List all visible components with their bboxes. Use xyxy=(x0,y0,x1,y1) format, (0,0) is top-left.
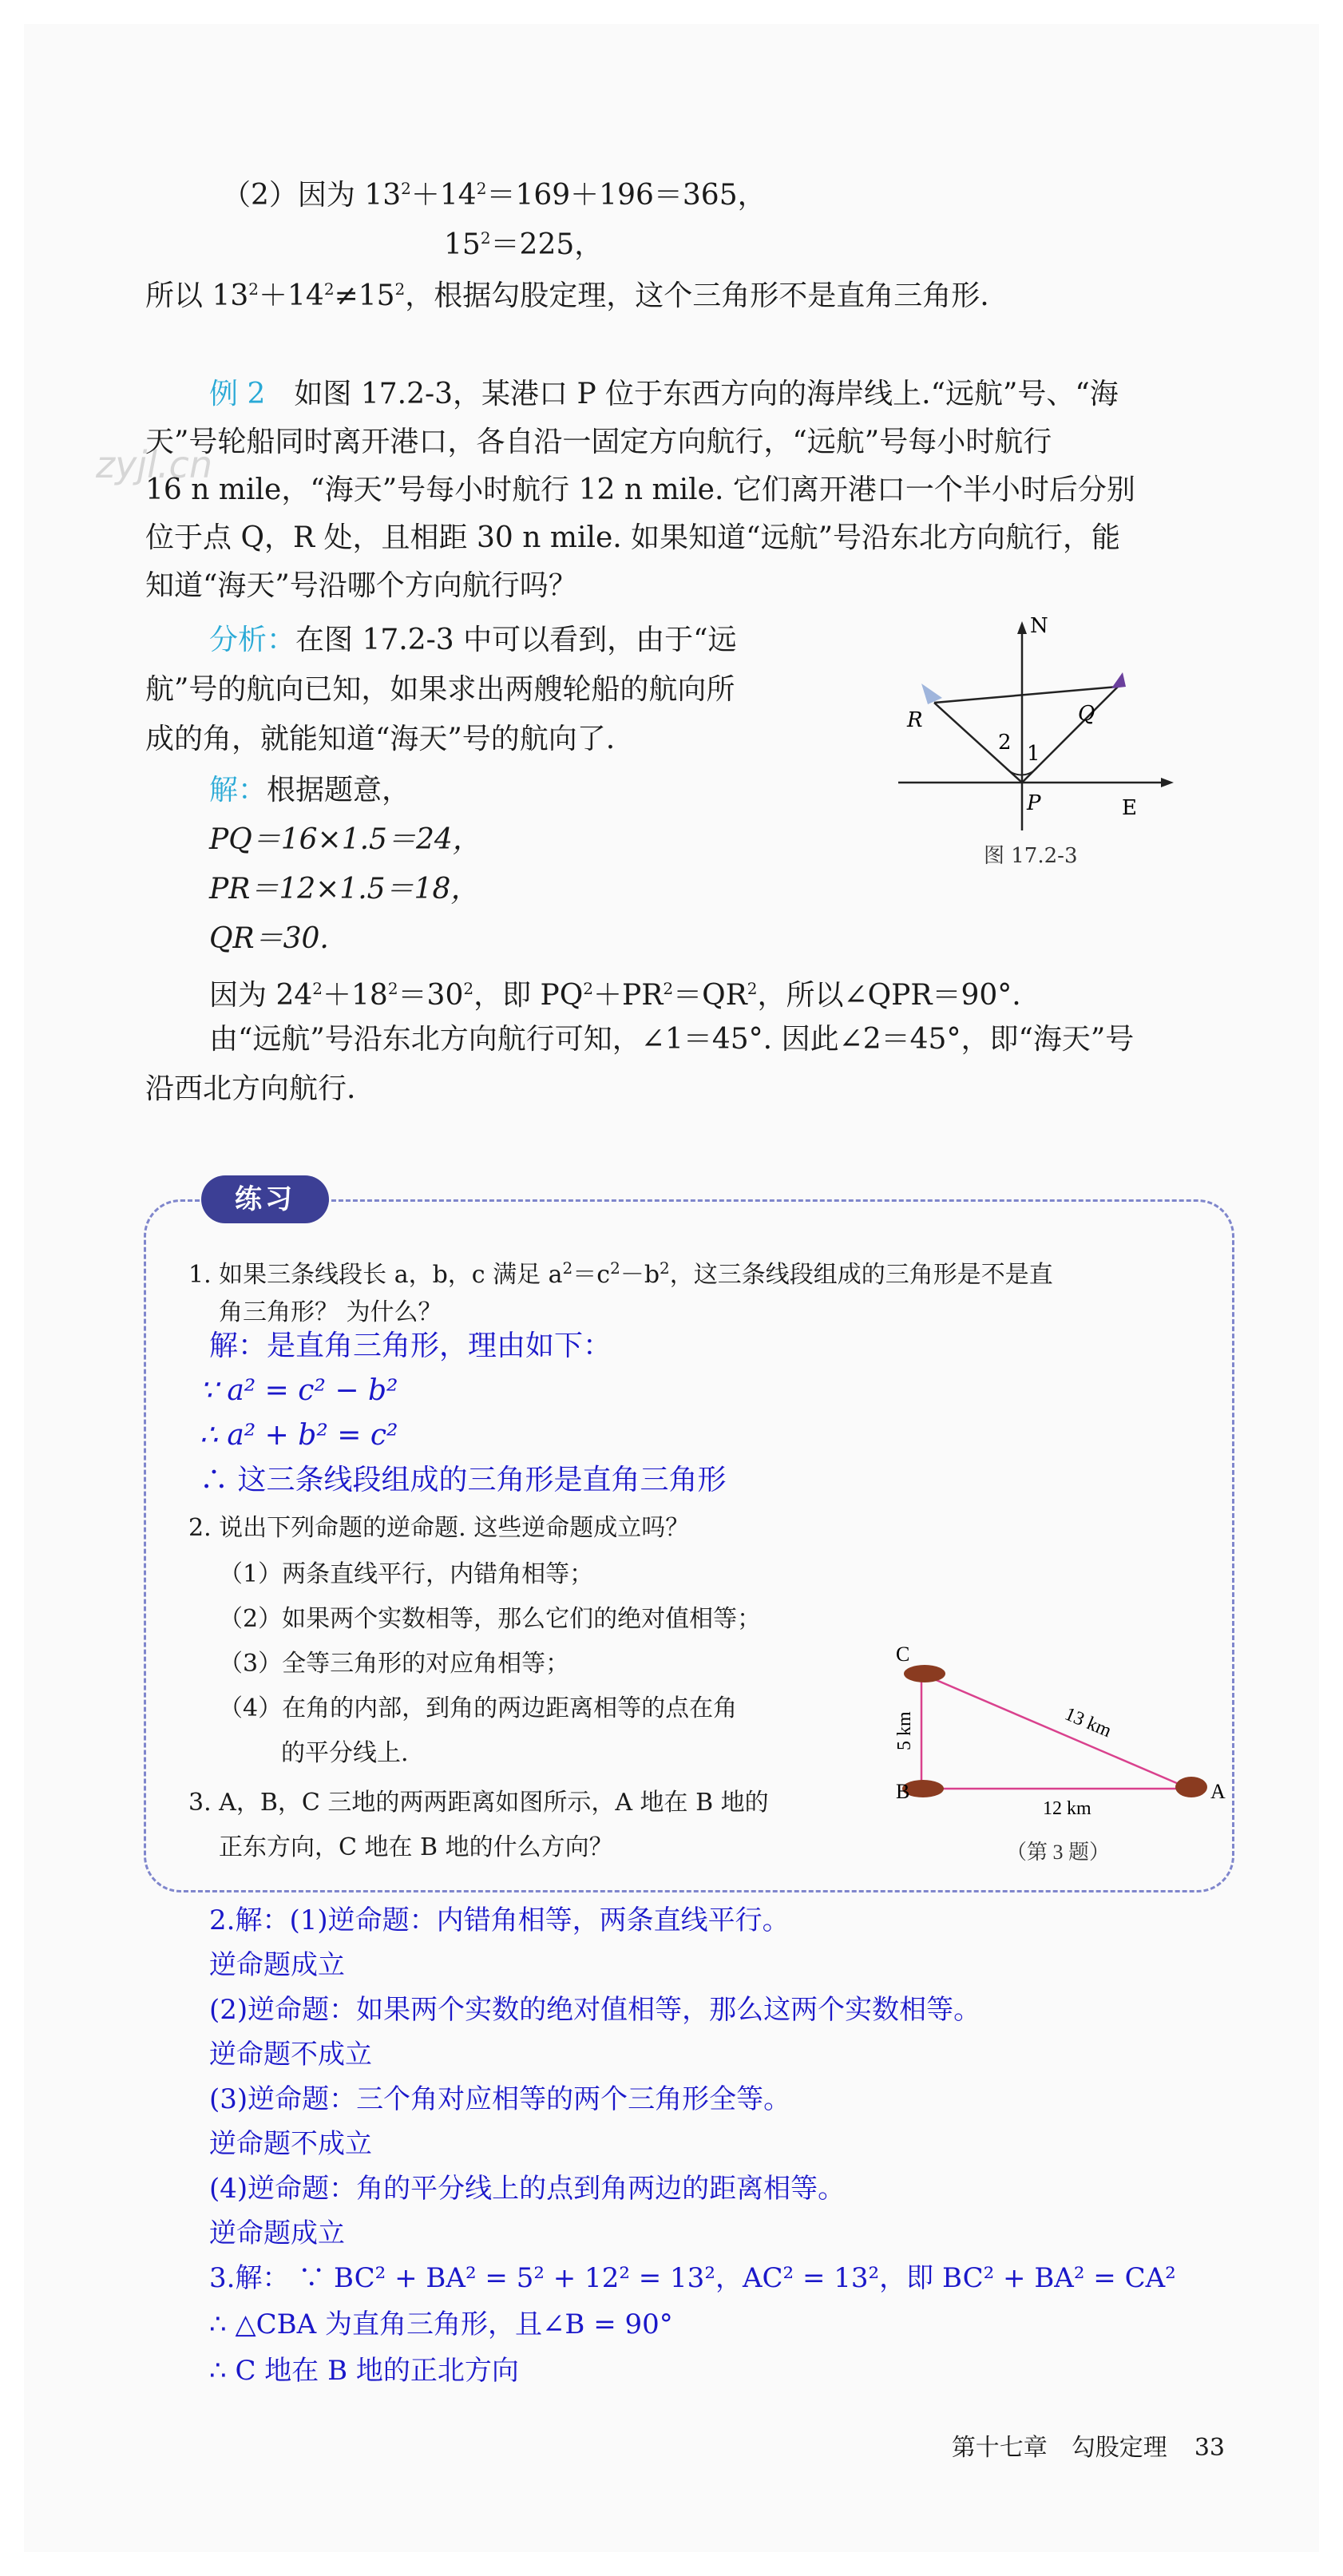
figure-caption: 图 17.2-3 xyxy=(984,844,1078,868)
example-label: 例 2 xyxy=(209,378,266,410)
answer-2-line-4: 逆命题不成立 xyxy=(209,2039,372,2071)
analysis-label: 分析： xyxy=(209,624,296,656)
question-2-item-1: （1）两条直线平行，内错角相等； xyxy=(219,1560,594,1588)
solution-line-3: QR＝30. xyxy=(209,922,329,955)
answer-1-line-2: ∵ a² = c² − b² xyxy=(200,1374,398,1407)
figure-question-3 xyxy=(886,1629,1238,1884)
intro-line-3: 所以 $13^2+14^2\ne 15^2$，根据勾股定理，这个三角形不是直角三角形. xyxy=(145,279,989,312)
label-n: N xyxy=(1030,615,1048,638)
question-2-item-4-line-2: 的平分线上. xyxy=(281,1739,409,1767)
figure-question-3-caption: （第 3 题） xyxy=(1006,1841,1111,1864)
analysis-line-3: 成的角，就能知道“海天”号的航向了. xyxy=(145,723,616,755)
page-number: 33 xyxy=(1194,2434,1225,2462)
north-arrow-icon xyxy=(1017,621,1027,634)
answer-1-line-4: ∴ 这三条线段组成的三角形是直角三角形 xyxy=(200,1464,727,1496)
example-line-5: 知道“海天”号沿哪个方向航行吗？ xyxy=(145,569,577,602)
answer-2-line-5: (3)逆命题：三个角对应相等的两个三角形全等。 xyxy=(209,2083,791,2115)
answer-2-line-8: 逆命题成立 xyxy=(209,2217,345,2249)
ship-haitian-icon xyxy=(921,684,942,704)
question-3: 3. A，B，C 三地的两两距离如图所示，A 地在 B 地的 xyxy=(188,1789,769,1817)
answer-2-line-6: 逆命题不成立 xyxy=(209,2128,372,2160)
place-a-icon xyxy=(1175,1777,1207,1797)
page-footer xyxy=(952,2431,1225,2466)
answer-2-line-2: 逆命题成立 xyxy=(209,1949,345,1981)
solution-line-2: PR＝12×1.5＝18， xyxy=(209,873,480,906)
analysis-line-1: 分析：在图 17.2-3 中可以看到，由于“远 xyxy=(209,624,737,656)
chapter-title: 第十七章 勾股定理 xyxy=(951,2434,1167,2462)
example-line-4: 位于点 Q，R 处，且相距 30 n mile. 如果知道“远航”号沿东北方向航行，能 xyxy=(145,521,1120,554)
label-cb: 5 km xyxy=(894,1711,915,1750)
answer-2-line-1: 2.解：(1)逆命题：内错角相等，两条直线平行。 xyxy=(209,1904,790,1936)
label-ba: 12 km xyxy=(1043,1798,1091,1819)
place-c-icon xyxy=(904,1665,945,1682)
solution-line-6: 沿西北方向航行. xyxy=(145,1072,356,1105)
solution-line-0: 解：根据题意， xyxy=(209,774,411,806)
figure-17-2-3 xyxy=(886,615,1190,878)
question-2: 2. 说出下列命题的逆命题. 这些逆命题成立吗？ xyxy=(188,1514,690,1542)
label-ca: 13 km xyxy=(1061,1703,1115,1742)
question-3-line-2: 正东方向，C 地在 B 地的什么方向？ xyxy=(219,1833,613,1861)
label-e: E xyxy=(1122,796,1137,820)
ship-yuanhang-icon xyxy=(1111,672,1126,688)
intro-line-2: $15^2=225$， xyxy=(444,228,604,261)
example-line-3: 16 n mile，“海天”号每小时航行 12 n mile. 它们离开港口一个半小时后分别 xyxy=(145,474,1135,506)
segment-rq xyxy=(934,687,1118,703)
solution-line-1: PQ＝16×1.5＝24， xyxy=(209,823,481,856)
segment-ca xyxy=(921,1674,1190,1789)
solution-line-5: 由“远航”号沿东北方向航行可知，∠1＝45°. 因此∠2＝45°，即“海天”号 xyxy=(209,1023,1135,1056)
question-2-item-4: （4）在角的内部，到角的两边距离相等的点在角 xyxy=(219,1694,738,1722)
answer-3-line-2: ∴ △CBA 为直角三角形，且∠B = 90° xyxy=(209,2308,673,2340)
analysis-line-2: 航”号的航向已知，如果求出两艘轮船的航向所 xyxy=(145,673,735,706)
watermark: zyjl.cn xyxy=(96,443,212,486)
solution-line-4: 因为 $24^2+18^2=30^2$，即 $PQ^2+PR^2=QR^2$，所以∠QPR＝90°. xyxy=(209,979,1021,1012)
answer-1-line-1: 解：是直角三角形，理由如下： xyxy=(209,1330,612,1362)
answer-2-line-3: (2)逆命题：如果两个实数的绝对值相等，那么这两个实数相等。 xyxy=(209,1994,981,2026)
answer-3-line-3: ∴ C 地在 B 地的正北方向 xyxy=(209,2355,519,2387)
practice-badge: 练习 xyxy=(201,1175,329,1223)
label-a: A xyxy=(1210,1780,1226,1803)
label-p: P xyxy=(1027,791,1041,815)
answer-3-line-1: 3.解： ∵ BC² + BA² = 5² + 12² = 13²，AC² = 13²，即 BC² + BA² = CA² xyxy=(209,2262,1176,2294)
label-angle-2: 2 xyxy=(998,731,1012,755)
label-angle-1: 1 xyxy=(1027,742,1040,766)
solution-label: 解： xyxy=(209,774,267,806)
question-2-item-3: （3）全等三角形的对应角相等； xyxy=(219,1650,570,1678)
example-line-2: 天”号轮船同时离开港口，各自沿一固定方向航行，“远航”号每小时航行 xyxy=(145,426,1052,458)
example-line-1: 例 2 如图 17.2-3，某港口 P 位于东西方向的海岸线上.“远航”号、“海 xyxy=(209,378,1119,410)
label-b: B xyxy=(896,1780,910,1803)
answer-1-line-3: ∴ a² + b² = c² xyxy=(200,1419,398,1452)
question-1-line-2: 角三角形？ 为什么？ xyxy=(219,1298,442,1326)
question-2-item-2: （2）如果两个实数相等，那么它们的绝对值相等； xyxy=(219,1605,762,1633)
label-r: R xyxy=(907,708,923,732)
answer-2-line-7: (4)逆命题：角的平分线上的点到角两边的距离相等。 xyxy=(209,2173,846,2205)
label-c: C xyxy=(896,1643,910,1666)
intro-line-1: （2）因为 $13^2+14^2=169+196=365$， xyxy=(222,179,767,212)
question-1: 1. 如果三条线段长 a，b，c 满足 $a^2=c^2-b^2$，这三条线段组成的三角形是不是直 xyxy=(188,1258,1053,1289)
label-q: Q xyxy=(1078,702,1095,726)
east-arrow-icon xyxy=(1161,778,1174,787)
